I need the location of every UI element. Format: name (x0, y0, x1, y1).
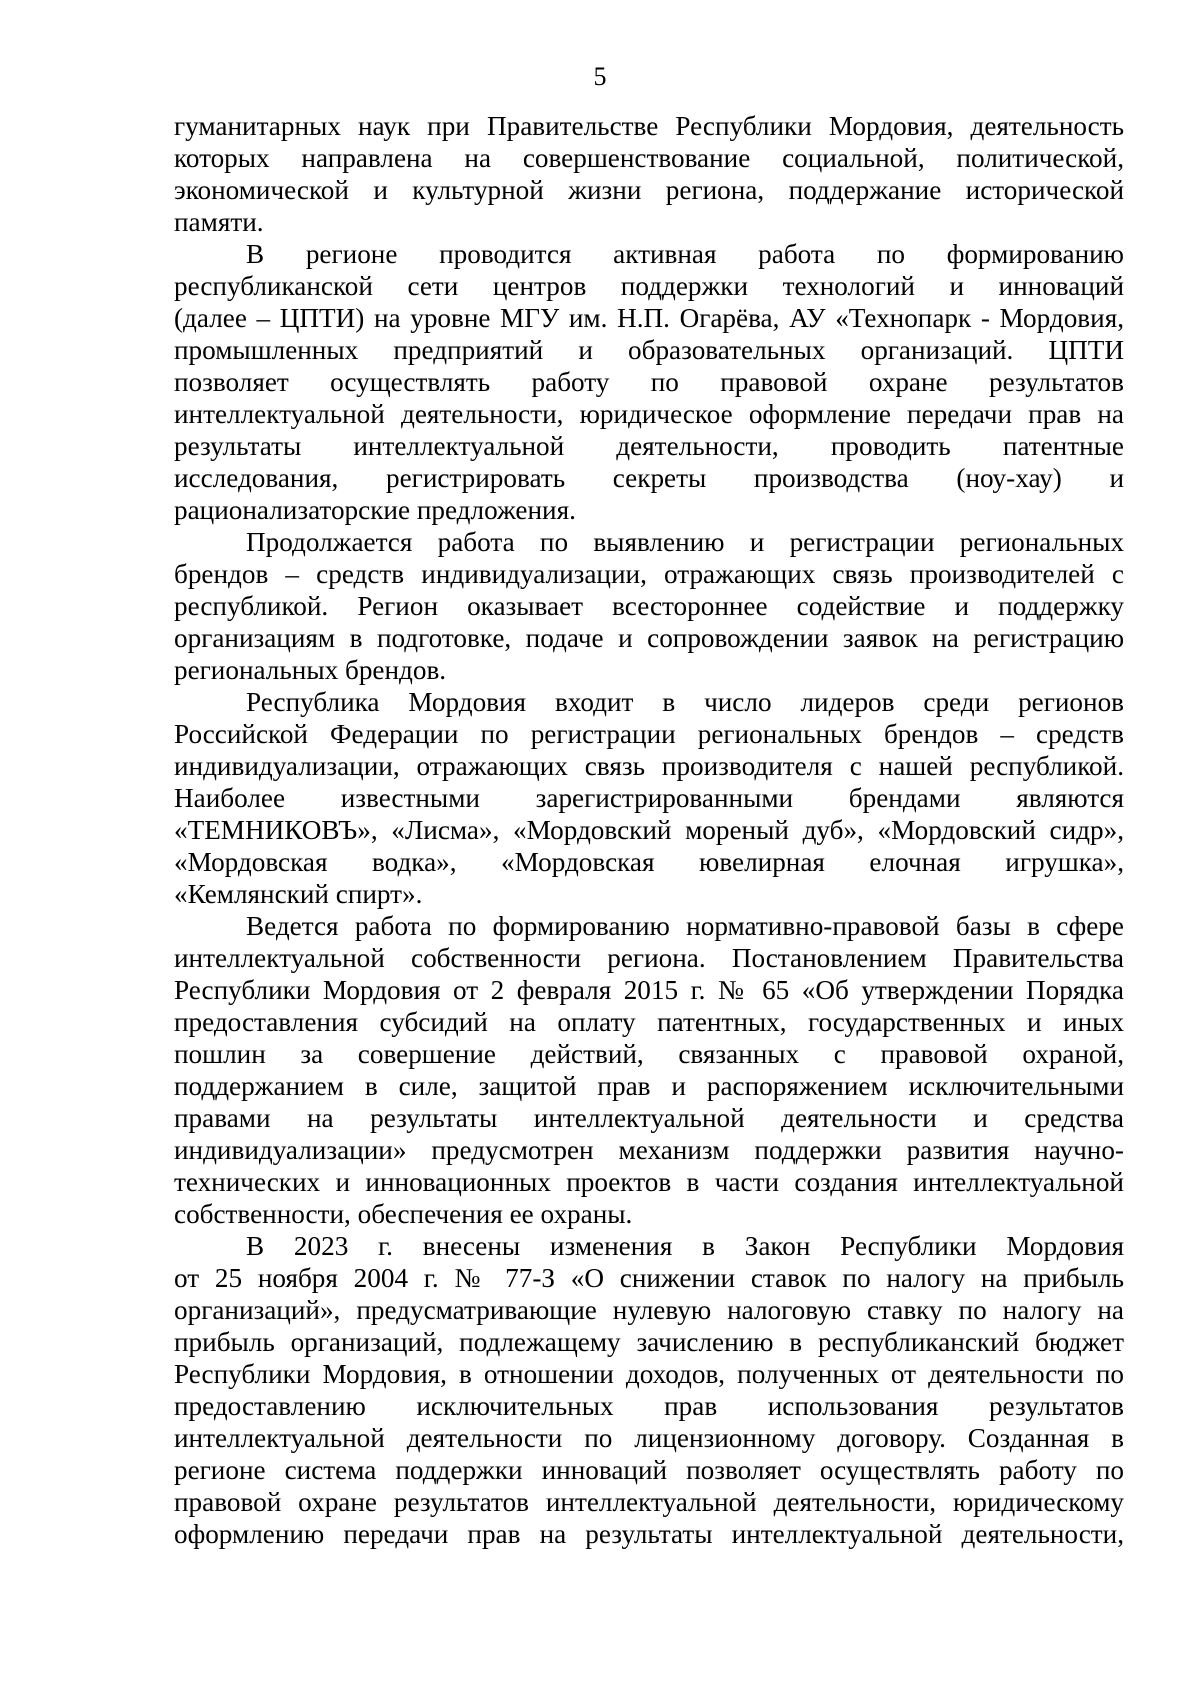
text-line: предоставлению исключительных прав использования результатов (174, 1391, 1124, 1421)
text-line: которых направлена на совершенствование социальной, политической, (174, 143, 1124, 173)
text-line: Наиболее известными зарегистрированными брендами являются (174, 783, 1124, 813)
text-line: Республики Мордовия, в отношении доходов, полученных от деятельности по (174, 1359, 1124, 1389)
text-line: промышленных предприятий и образовательных организаций. ЦПТИ (174, 335, 1124, 365)
document-body (174, 110, 1124, 1550)
text-line: поддержанием в силе, защитой прав и распоряжением исключительными (174, 1071, 1124, 1101)
text-line: гуманитарных наук при Правительстве Республики Мордовия, деятельность (174, 111, 1124, 141)
text-line: интеллектуальной деятельности по лицензионному договору. Созданная в (174, 1423, 1124, 1453)
text-line: республиканской сети центров поддержки технологий и инноваций (174, 271, 1124, 301)
text-line: пошлин за совершение действий, связанных с правовой охраной, (174, 1039, 1124, 1069)
page-number: 5 (593, 62, 607, 91)
text-line: оформлению передачи прав на результаты интеллектуальной деятельности, (174, 1519, 1124, 1549)
text-line: регионе система поддержки инноваций позволяет осуществлять работу по (174, 1455, 1124, 1485)
text-line: региональных брендов. (174, 655, 447, 685)
text-line: «ТЕМНИКОВЪ», «Лисма», «Мордовский мореный дуб», «Мордовский сидр», (174, 815, 1124, 845)
text-line: позволяет осуществлять работу по правовой охране результатов (174, 367, 1124, 397)
text-line: индивидуализации» предусмотрен механизм поддержки развития научно- (174, 1135, 1124, 1165)
text-line: (далее – ЦПТИ) на уровне МГУ им. Н.П. Огарёва, АУ «Технопарк - Мордовия, (174, 303, 1124, 333)
text-line: брендов – средств индивидуализации, отражающих связь производителей с (174, 559, 1124, 589)
text-line: индивидуализации, отражающих связь производителя с нашей республикой. (174, 751, 1124, 781)
text-line: правами на результаты интеллектуальной деятельности и средства (174, 1103, 1124, 1133)
text-line: экономической и культурной жизни региона, поддержание исторической (174, 175, 1124, 205)
text-line: предоставления субсидий на оплату патентных, государственных и иных (174, 1007, 1124, 1037)
text-line: исследования, регистрировать секреты производства (ноу-хау) и (174, 463, 1124, 493)
text-line: Республики Мордовия от 2 февраля 2015 г. № 65 «Об утверждении Порядка (174, 975, 1124, 1005)
text-line: технических и инновационных проектов в части создания интеллектуальной (174, 1167, 1124, 1197)
text-line: «Мордовская водка», «Мордовская ювелирная елочная игрушка», (174, 847, 1124, 877)
text-line: интеллектуальной собственности региона. Постановлением Правительства (174, 943, 1124, 973)
text-line: рационализаторские предложения. (174, 495, 576, 525)
text-line: результаты интеллектуальной деятельности, проводить патентные (174, 431, 1124, 461)
paragraph-first-line: В регионе проводится активная работа по формированию (246, 239, 1124, 269)
paragraph-first-line: Продолжается работа по выявлению и регистрации региональных (246, 527, 1124, 557)
paragraph-first-line: Республика Мордовия входит в число лидеров среди регионов (246, 687, 1124, 717)
text-line: памяти. (174, 207, 264, 237)
text-line: прибыль организаций, подлежащему зачислению в республиканский бюджет (174, 1327, 1124, 1357)
paragraph-first-line: Ведется работа по формированию нормативно-правовой базы в сфере (246, 911, 1124, 941)
paragraph-first-line: В 2023 г. внесены изменения в Закон Республики Мордовия (246, 1231, 1124, 1261)
text-line: от 25 ноября 2004 г. № 77-З «О снижении ставок по налогу на прибыль (174, 1263, 1124, 1293)
text-line: собственности, обеспечения ее охраны. (174, 1199, 633, 1229)
text-line: организациям в подготовке, подаче и сопровождении заявок на регистрацию (174, 623, 1124, 653)
text-line: Российской Федерации по регистрации региональных брендов – средств (174, 719, 1124, 749)
text-line: организаций», предусматривающие нулевую налоговую ставку по налогу на (174, 1295, 1124, 1325)
text-line: «Кемлянский спирт». (174, 879, 423, 909)
text-line: республикой. Регион оказывает всестороннее содействие и поддержку (174, 591, 1124, 621)
text-line: интеллектуальной деятельности, юридическое оформление передачи прав на (174, 399, 1124, 429)
text-line: правовой охране результатов интеллектуальной деятельности, юридическому (174, 1487, 1124, 1517)
